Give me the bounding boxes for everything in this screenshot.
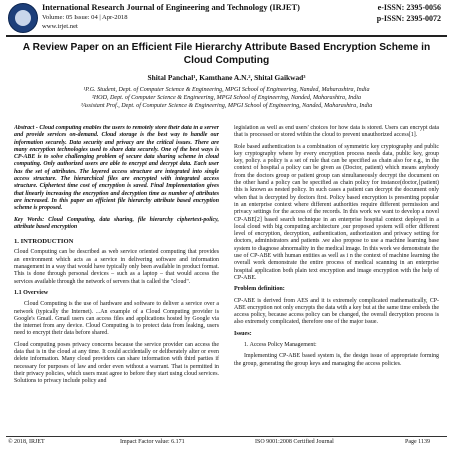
overview-paragraph-1: Cloud Computing is the use of hardware and software to deliver a service over a network (typically the Internet). ...An example of a Cloud Computing provider is Google's Gmail. Gmail users can access files and applications hosted by Google via the internet from any device. Cloud Computing is to protect data from leaking, users need to encrypt their data before shared. <box>14 301 219 337</box>
continued-paragraph: legislation as well as end users' choices for how data is stored. Users can encrypt data that is processed or stored within the cloud to prevent unauthorized access[1]. <box>234 125 439 139</box>
affiliation-1: ¹P.G. Student, Dept. of Computer Science & Engineering, MPGI School of Engineering, Nanded, Maharashtra, India <box>83 87 370 93</box>
affiliation-2: ²HOD, Dept. of Computer Science & Engineering, MPGI School of Engineering, Nanded, Maharashtra, India <box>91 95 362 102</box>
left-column <box>14 125 219 433</box>
footer-iso: ISO 9001:2008 Certified Journal <box>255 439 334 445</box>
problem-definition-heading: Problem definition: <box>234 286 285 293</box>
footer-divider <box>6 436 447 437</box>
issue-1-text: Implementing CP-ABE based system is, the design issue of appropriate forming the group, generating the group keys and managing the access policies. <box>234 353 439 367</box>
e-issn: e-ISSN: 2395-0056 <box>377 3 441 12</box>
footer-page-number: Page 1139 <box>405 439 430 445</box>
rbac-paragraph: Role based authentication is a combination of symmetric key cryptography and public key cryptography where by every encryption process needs data, public key, group key, policy. a policy is a set of rule that can be specified as chain also for e.g., in the context of hospital a policy can be given as (Doctor, patient) which means anybody from the doctors group or patient group can simultaneously decrypt the document on the other hand a policy can be specified as chain policy for instance(doctor,{patient) this is known as nested policy. In such cases a patient can decrypt the document only when that is decrypted by doctors first. Policy based encryption is presenting popular in an enterprise context where different authorities require different permission and privacy settings for the access of the records. In this work we want to develop a novel CP-ABE[2] based search technique in an enterprise hospital context deployed in a local cloud with big computing architecture ,our proposed system will offer different level of encryption, decryption, authentication, authorization and privacy setting for doctors, administrators and patients .we also propose to use a machine learning base system to diagnose abnormality in the medical image. In this work we demonstrate the use of CP-ABE with human entities as well as i n the context of machine learning the overall work demonstrate the entire process of medical scanning in an enterprise hospital application both plain text encryption and image encryption with the help of CP-ABE. <box>234 143 439 281</box>
p-issn: p-ISSN: 2395-0072 <box>376 14 441 23</box>
paper-title: A Review Paper on an Efficient File Hierarchy Attribute Based Encryption Scheme in Cloud Computing <box>22 42 431 66</box>
journal-name: International Research Journal of Engineering and Technology (IRJET) <box>42 3 300 12</box>
keywords: Key Words: Cloud Computing, data sharing, file hierarchy ciphertext-policy, attribute based encryption <box>14 216 219 230</box>
header-divider <box>6 35 447 37</box>
author-affiliations <box>10 86 443 111</box>
paper-authors: Shital Panchal¹, Kamthane A.N.², Shital Gaikwad³ <box>147 73 306 82</box>
journal-volume: Volume: 05 Issue: 04 | Apr-2018 <box>42 14 128 21</box>
journal-website-link[interactable]: www.irjet.net <box>42 23 78 30</box>
footer-copyright: © 2018, IRJET <box>8 439 45 445</box>
overview-paragraph-2: Cloud computing poses privacy concerns because the service provider can access the data that is in the cloud at any time. It could accidentally or deliberately alter or even delete information. Many cloud providers can share information with third parties if necessary for purposes of law and order even without a warrant. That is permitted in their privacy policies, which users must agree to before they start using cloud services. Solutions to privacy include policy and <box>14 341 219 385</box>
journal-logo <box>8 3 38 33</box>
problem-paragraph: CP-ABE is derived from AES and it is extremely complicated mathematically, CP-ABE encryption not only encrypts the data with a key but at the same time embeds the access policy, because access policy can be changed, the overall decryption process is also extremely complicated, therefore one of the major issue. <box>234 297 439 326</box>
issue-1-title: 1. Access Policy Management: <box>244 342 317 349</box>
logo-emblem <box>15 10 31 26</box>
issues-heading: Issues: <box>234 330 252 337</box>
footer-impact-factor: Impact Factor value: 6.171 <box>120 439 185 445</box>
affiliation-3: ³Assistant Prof., Dept. of Computer Science & Engineering, MPGI School of Engineering, Nanded, Maharashtra, India <box>80 103 373 110</box>
right-column <box>234 125 439 433</box>
journal-header <box>6 2 447 34</box>
subsection-heading-overview: 1.1 Overview <box>14 289 49 296</box>
intro-paragraph: Cloud Computing can be described as web service oriented computing that provides an environment which acts as a service in delivering software and information management in a way that would have typically only been available in product format. This is done through personal devices – such as a laptop – that would access the services available through the network of servers that is called the "cloud". <box>14 249 219 285</box>
section-heading-introduction: 1. INTRODUCTION <box>14 238 74 246</box>
abstract: Abstract - Cloud computing enables the users to remotely store their data in a server and provide services on-demand. Cloud storage is the best way to handle our information securely. Data security and privacy are the critical issues. There are many encryption technologies used to share data securely. One of the best ways is CP-ABE is to solve challenging problem of secure data sharing scheme in cloud computing. Only authorized users are able to encrypt and decrypt data. Each user has the set of attributes. The layered access structure are integrated into single access structure. The hierarchical files are encrypted with integrated access structure. Ciphertext time cost of encryption is saved. Final Implementation gives that linearly increasing the encryption and decryption time as number of attributes are increased. In this paper an efficient file hierarchy attribute based encryption scheme is proposed. <box>14 125 219 212</box>
